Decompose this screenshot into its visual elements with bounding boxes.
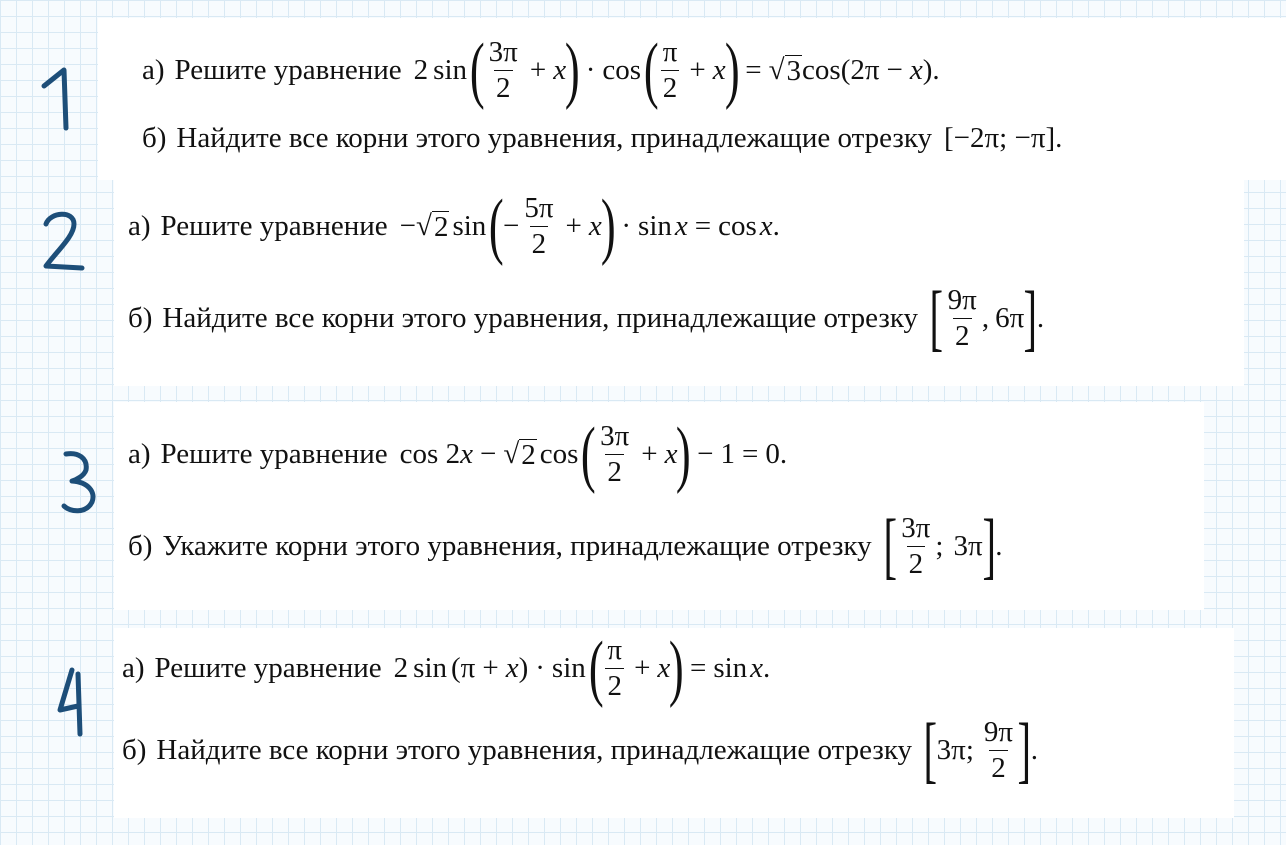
segment-4: [ 3π ; $\frac{9\pi}{2}$ ] . <box>923 708 1038 791</box>
handwritten-number-3 <box>58 448 102 516</box>
problem-4-part-b <box>122 708 1038 792</box>
equation-1: 2 sin ( $\frac{3\pi}{2}$ + x ) · cos ( $\frac{\pi}{2}$ + x ) = √ 3 cos(2π − x ). <box>413 28 940 111</box>
equation-4: 2 sin (π + x ) · sin ( $\frac{\pi}{2}$ + x ) = sin x . <box>393 626 771 709</box>
part-a-label: а) <box>128 437 151 470</box>
problem-3-part-b <box>128 504 1003 588</box>
problem-1-part-a <box>142 28 940 112</box>
problem-2-part-b <box>128 276 1044 360</box>
equation-2: −√ 2 sin ( − $\frac{5\pi}{2}$ + x ) · sin x = cos x . <box>399 184 780 267</box>
segment-2-right: 6π <box>995 301 1025 334</box>
segment-2: [ $\frac{9\pi}{2}$ , 6π ] . <box>929 276 1045 359</box>
part-a-text: Решите уравнение <box>160 437 388 470</box>
handwritten-number-2 <box>36 210 88 272</box>
part-a-text: Решите уравнение <box>174 53 402 86</box>
part-a-label: а) <box>142 53 165 86</box>
problem-3-part-a <box>128 412 787 496</box>
part-b-label: б) <box>142 121 167 154</box>
part-a-label: а) <box>128 209 151 242</box>
handwritten-number-1 <box>38 64 78 134</box>
part-b-label: б) <box>128 301 153 334</box>
part-b-text: Укажите корни этого уравнения, принадлежащие отрезку <box>162 529 872 562</box>
part-a-label: а) <box>122 651 145 684</box>
part-b-text: Найдите все корни этого уравнения, принадлежащие отрезку <box>156 733 913 766</box>
problem-2-part-a <box>128 184 780 268</box>
problem-1-part-b <box>142 118 1062 158</box>
part-a-text: Решите уравнение <box>160 209 388 242</box>
part-b-text: Найдите все корни этого уравнения, принадлежащие отрезку <box>176 121 933 154</box>
equation-3: cos 2 x − √ 2 cos ( $\frac{3\pi}{2}$ + x ) − 1 = 0. <box>399 412 788 495</box>
part-b-label: б) <box>122 733 147 766</box>
part-b-label: б) <box>128 529 153 562</box>
handwritten-number-4 <box>52 664 92 738</box>
part-b-text: Найдите все корни этого уравнения, принадлежащие отрезку <box>162 301 919 334</box>
problem-4-part-a <box>122 626 770 710</box>
part-a-text: Решите уравнение <box>154 651 382 684</box>
segment-3: [ $\frac{3\pi}{2}$ ; 3π ] . <box>883 504 1003 587</box>
segment-4-left: 3π <box>936 733 966 766</box>
segment-3-right: 3π <box>953 529 983 562</box>
segment-1: [−2π; −π]. <box>944 121 1063 154</box>
